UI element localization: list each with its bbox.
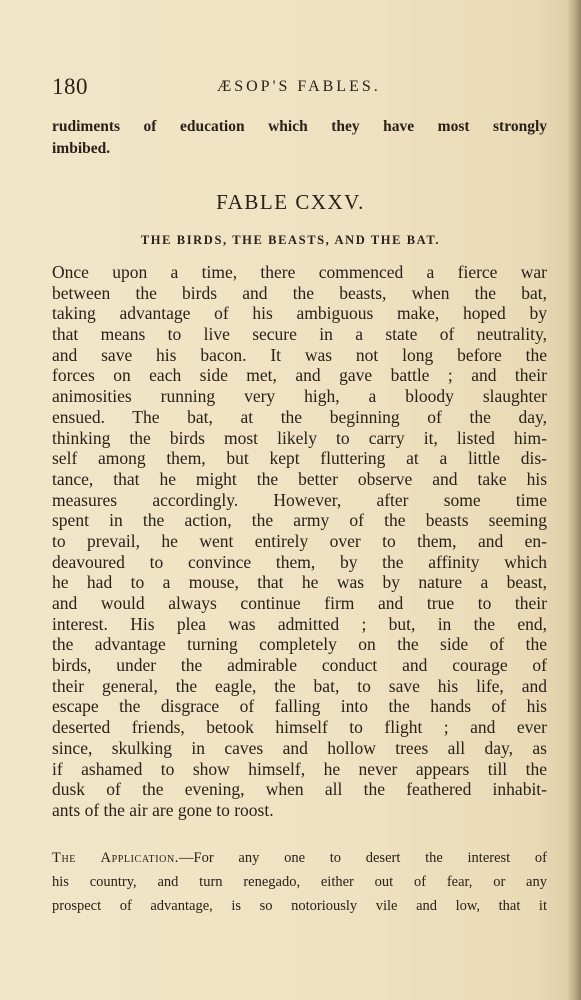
fable-body-line: and would always continue firm and true to their xyxy=(52,593,547,613)
fable-body-line: to prevail, he went entirely over to them, and en- xyxy=(52,530,547,551)
fable-body-line: spent in the action, the army of the beasts seeming xyxy=(52,510,547,531)
fable-body-line: taking advantage of his ambiguous make, hoped by xyxy=(52,303,547,324)
fable-body-line: deserted friends, betook himself to flight ; and ever xyxy=(52,717,547,738)
application-first-line-text: —For any one to desert the interest of xyxy=(179,850,548,866)
application-paragraph xyxy=(52,846,547,918)
fable-body-line: dusk of the evening, when all the feathered inhabit- xyxy=(52,779,547,800)
fable-number: FABLE CXXV. xyxy=(216,190,365,214)
page-number: 180 xyxy=(52,74,88,99)
application-line: his country, and turn renegado, either out of fear, or any xyxy=(52,874,547,890)
page-edge-shadow xyxy=(567,0,581,1000)
fable-body-line: since, skulking in caves and hollow trees all day, as xyxy=(52,737,547,758)
fable-body-line: tance, that he might the better observe and take his xyxy=(52,468,547,489)
application-line: prospect of advantage, is so notoriously vile and low, that it xyxy=(52,898,547,914)
previous-fable-continuation xyxy=(52,116,547,160)
fable-body-line: he had to a mouse, that he was by nature a beast, xyxy=(52,572,547,593)
fable-body-line: thinking the birds most likely to carry it, listed him- xyxy=(52,427,547,448)
fable-title: THE BIRDS, THE BEASTS, AND THE BAT. xyxy=(140,233,441,247)
application-first-line xyxy=(52,846,547,870)
fable-body-line: interest. His plea was admitted ; but, in the end, xyxy=(52,613,547,634)
fable-body xyxy=(52,262,547,821)
running-head: ÆSOP'S FABLES. xyxy=(217,78,381,95)
continuation-line: rudiments of education which they have most strongly xyxy=(52,118,547,135)
application-label: The Application. xyxy=(52,850,180,866)
fable-body-line: ants of the air are gone to roost. xyxy=(52,799,274,820)
fable-body-line: their general, the eagle, the bat, to save his life, and xyxy=(52,675,547,696)
fable-body-line: escape the disgrace of falling into the hands of his xyxy=(52,696,547,717)
fable-body-line: animosities running very high, a bloody slaughter xyxy=(52,386,547,407)
fable-body-line: that means to live secure in a state of neutrality, xyxy=(52,324,547,345)
page-header xyxy=(52,74,547,102)
fable-body-line: between the birds and the beasts, when the bat, xyxy=(52,282,547,303)
fable-body-line: self among them, but kept fluttering at a little dis- xyxy=(52,448,547,469)
fable-body-line: Once upon a time, there commenced a fierce war xyxy=(52,262,547,282)
continuation-line: imbibed. xyxy=(52,140,111,157)
fable-body-line: ensued. The bat, at the beginning of the day, xyxy=(52,406,547,427)
fable-body-line: measures accordingly. However, after some time xyxy=(52,489,547,510)
fable-body-line: birds, under the admirable conduct and courage of xyxy=(52,655,547,676)
fable-body-line: and save his bacon. It was not long before the xyxy=(52,344,547,365)
fable-body-line: forces on each side met, and gave battle ; and their xyxy=(52,365,547,386)
fable-body-line: deavoured to convince them, by the affinity which xyxy=(52,551,547,572)
fable-body-line: the advantage turning completely on the side of the xyxy=(52,634,547,655)
fable-body-line: if ashamed to show himself, he never appears till the xyxy=(52,758,547,779)
